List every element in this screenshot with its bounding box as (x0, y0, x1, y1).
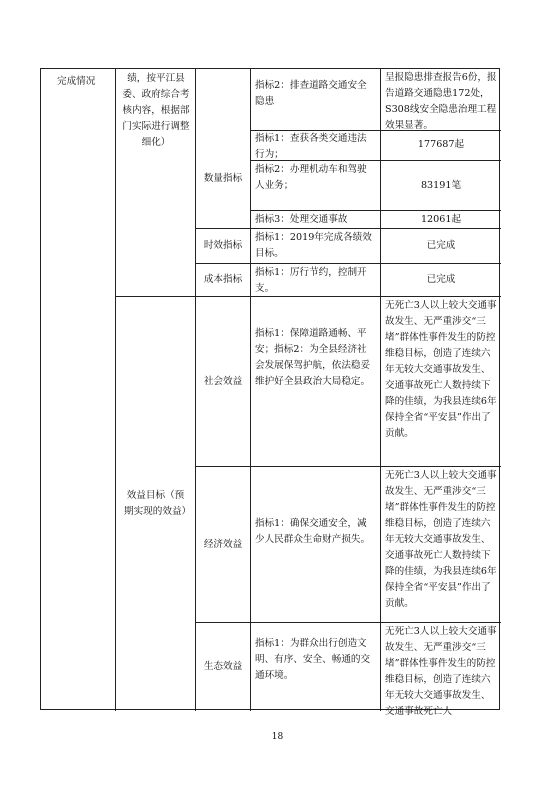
timeliness-label: 时效指标 (203, 240, 243, 251)
timeliness-text: 指标1：2019年完成各绩效目标。 (255, 232, 372, 259)
ecological-benefit-label: 生态效益 (203, 661, 243, 672)
quantity-item-3-value: 12061起 (420, 213, 462, 225)
social-benefit-text: 指标1：保障道路通畅、平安；指标2：为全县经济社会发展保驾护航，依法稳妥维护好全县政治大局稳定。 (255, 328, 371, 387)
quantity-label: 数量指标 (203, 173, 243, 184)
cost-text: 指标1：厉行节约，控制开支。 (255, 267, 367, 294)
performance-table (40, 68, 500, 717)
cost-value: 已完成 (426, 274, 456, 285)
page-number: 18 (271, 732, 284, 742)
economic-benefit-value: 无死亡3人以上较大交通事故发生、无严重涉交“三堵”群体性事件发生的防控维稳目标，创造了连续六年无较大交通事故发生、交通事故死亡人数持续下降的佳绩，为我县连续6年保持全省“平安县”作出了贡献。 (385, 470, 497, 609)
quantity-item-3-text: 指标3：处理交通事故 (255, 214, 348, 225)
economic-benefit-label: 经济效益 (203, 538, 243, 550)
indicator2-text: 指标2：排查道路交通安全隐患 (255, 80, 367, 107)
completion-note: 绩，按平江县委、政府综合考核内容，根据部门实际进行调整细化） (122, 73, 190, 148)
quantity-item-2-value: 83191笔 (420, 179, 462, 191)
quantity-item-1-text: 指标1：查获各类交通违法行为； (255, 133, 367, 160)
timeliness-value: 已完成 (426, 240, 456, 251)
social-benefit-value: 无死亡3人以上较大交通事故发生、无严重涉交“三堵”群体性事件发生的防控维稳目标，创造了连续六年无较大交通事故发生、交通事故死亡人数持续下降的佳绩，为我县连续6年保持全省“平安县”作出了贡献。 (385, 300, 497, 439)
completion-label: 完成情况 (57, 76, 96, 87)
ecological-benefit-text: 指标1：为群众出行创造文明、有序、安全、畅通的交通环境。 (255, 638, 371, 681)
social-benefit-label: 社会效益 (203, 375, 243, 387)
indicator2-result: 呈报隐患排查报告6份，报告道路交通隐患172处，S308线安全隐患治理工程效果显著。 (385, 72, 497, 131)
quantity-item-2-text: 指标2：办理机动车和驾驶人业务； (255, 164, 367, 191)
benefit-label: 效益目标（预期实现的效益） (124, 490, 192, 517)
quantity-item-1-value: 177687起 (417, 139, 465, 150)
ecological-benefit-value: 无死亡3人以上较大交通事故发生、无严重涉交“三堵”群体性事件发生的防控维稳目标，创造了连续六年无较大交通事故发生、交通事故死亡人 (385, 626, 497, 717)
cost-label: 成本指标 (203, 274, 243, 285)
economic-benefit-text: 指标1：确保交通安全，减少人民群众生命财产损失。 (255, 518, 371, 545)
